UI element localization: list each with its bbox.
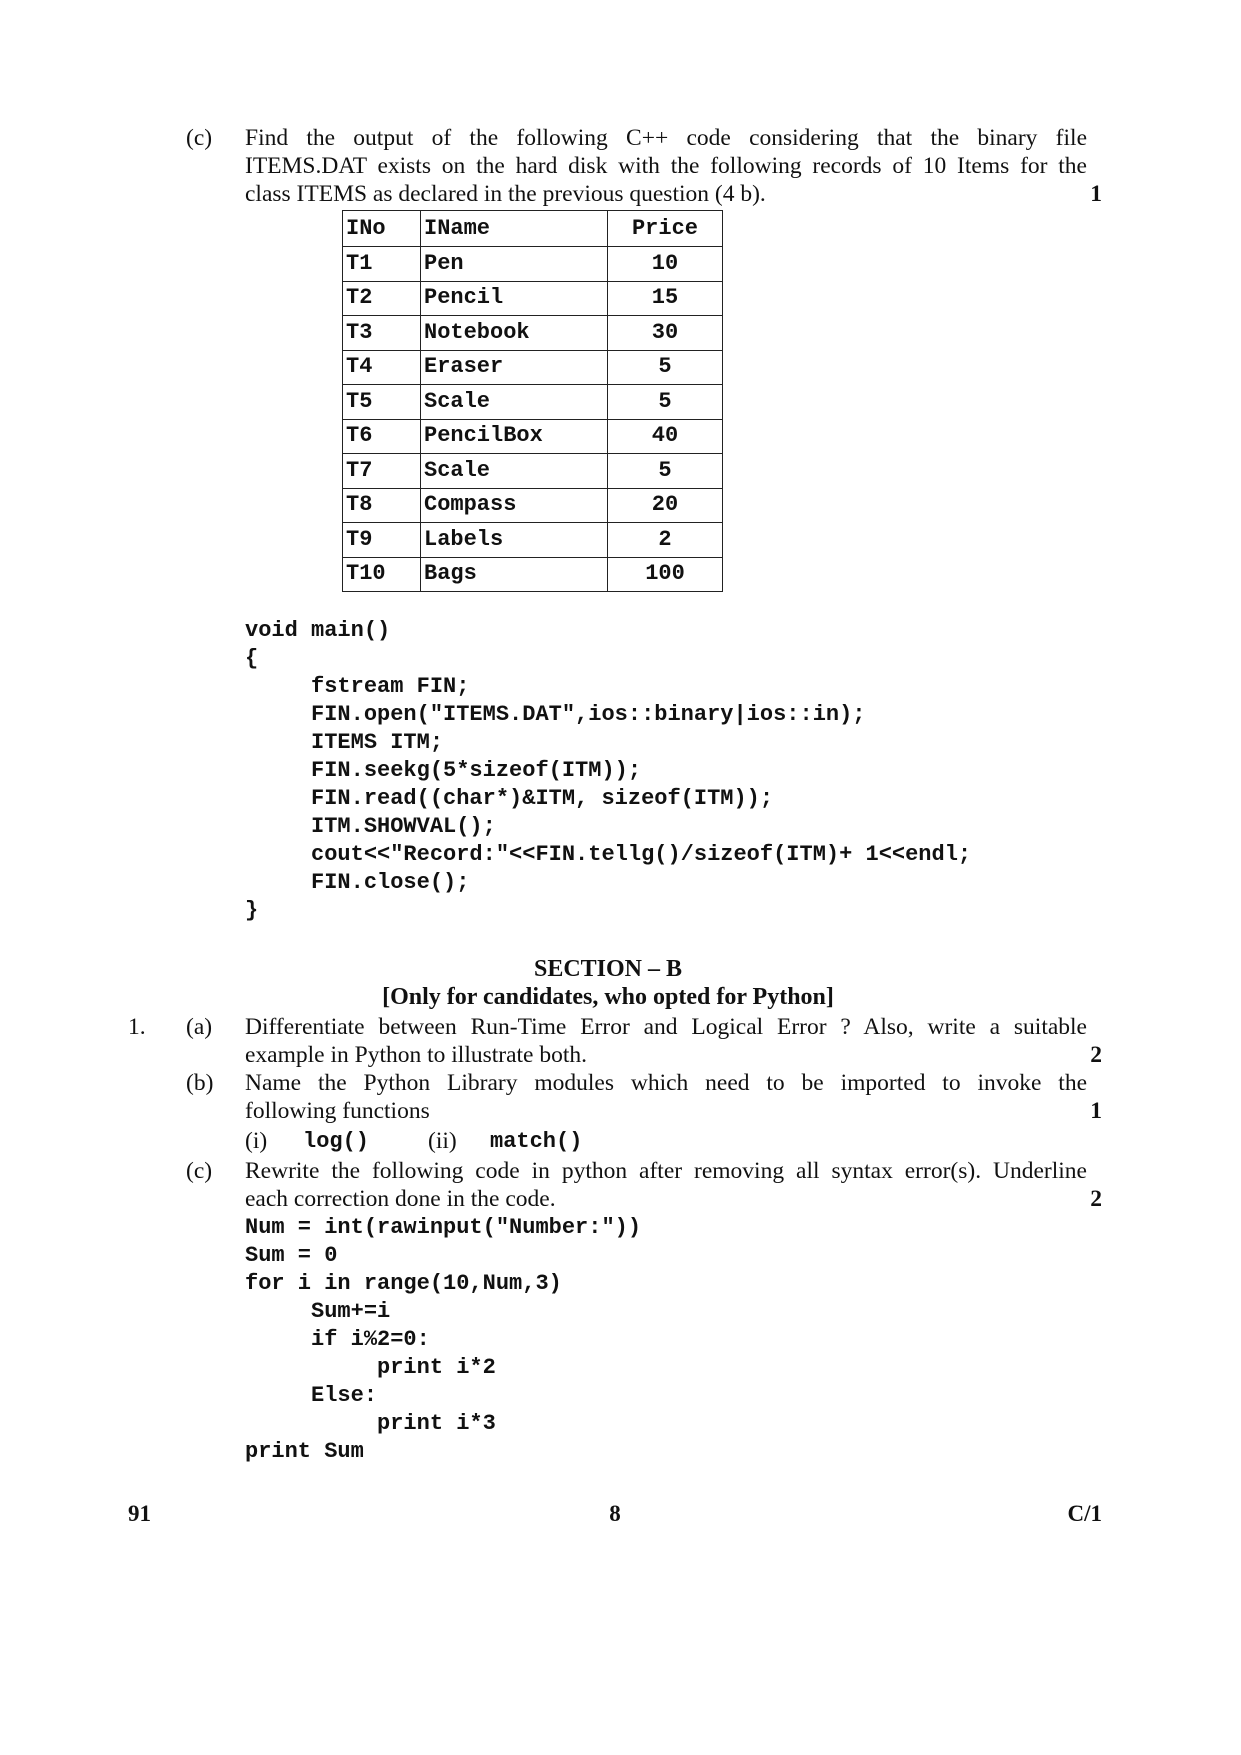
question-a-line-1: Differentiate between Run-Time Error and Logical Error ? Also, write a suitable — [245, 1014, 1087, 1040]
code-line: void main() — [245, 618, 391, 643]
table-cell: 5 — [608, 454, 723, 489]
table-cell: T9 — [343, 523, 421, 558]
question-text-line-3: class ITEMS as declared in the previous question (4 b). — [245, 181, 766, 207]
option-i-code: log() — [303, 1129, 370, 1154]
table-cell: Compass — [421, 488, 608, 523]
table-cell: Scale — [421, 385, 608, 420]
table-cell: Pencil — [421, 281, 608, 316]
table-cell: 2 — [608, 523, 723, 558]
table-row — [343, 454, 723, 489]
question-c-marks: 2 — [1090, 1186, 1102, 1212]
table-cell: T8 — [343, 488, 421, 523]
table-cell: Eraser — [421, 350, 608, 385]
table-row — [343, 488, 723, 523]
table-row — [343, 350, 723, 385]
table-cell: Scale — [421, 454, 608, 489]
question-b-line-1: Name the Python Library modules which need to be imported to invoke the — [245, 1070, 1087, 1096]
question-label-b: (b) — [186, 1070, 214, 1096]
question-b-line-2: following functions — [245, 1098, 430, 1124]
table-cell: 40 — [608, 419, 723, 454]
table-cell: 10 — [608, 247, 723, 282]
code-line: for i in range(10,Num,3) — [245, 1271, 562, 1296]
table-header-iname: IName — [421, 211, 608, 247]
table-cell: Labels — [421, 523, 608, 558]
table-cell: 5 — [608, 350, 723, 385]
section-title: SECTION – B — [533, 956, 683, 982]
footer-right-code: C/1 — [1067, 1501, 1102, 1526]
table-row — [343, 247, 723, 282]
table-cell: Bags — [421, 557, 608, 592]
table-cell: 100 — [608, 557, 723, 592]
table-cell: 30 — [608, 316, 723, 351]
table-cell: Notebook — [421, 316, 608, 351]
code-line: FIN.read((char*)&ITM, sizeof(ITM)); — [245, 786, 774, 811]
option-ii-label: (ii) — [428, 1128, 457, 1154]
code-line: if i%2=0: — [245, 1327, 430, 1352]
code-line: FIN.seekg(5*sizeof(ITM)); — [245, 758, 642, 783]
code-line: Sum+=i — [245, 1299, 391, 1324]
section-subtitle: [Only for candidates, who opted for Python] — [382, 984, 834, 1010]
table-cell: T3 — [343, 316, 421, 351]
code-line: print i*2 — [245, 1355, 496, 1380]
table-row — [343, 281, 723, 316]
table-row — [343, 523, 723, 558]
code-line: cout<<"Record:"<<FIN.tellg()/sizeof(ITM)+ 1<<endl; — [245, 842, 972, 867]
items-table — [342, 210, 723, 592]
code-line: ITM.SHOWVAL(); — [245, 814, 496, 839]
question-a-marks: 2 — [1090, 1042, 1102, 1068]
code-line: Sum = 0 — [245, 1243, 338, 1268]
table-row — [343, 385, 723, 420]
option-i-label: (i) — [245, 1128, 268, 1154]
code-line: Else: — [245, 1383, 378, 1408]
table-row — [343, 557, 723, 592]
code-line: } — [245, 898, 259, 923]
question-label-c2: (c) — [186, 1158, 213, 1184]
question-label-a: (a) — [186, 1014, 213, 1040]
table-row — [343, 419, 723, 454]
question-text-line-2: ITEMS.DAT exists on the hard disk with the following records of 10 Items for the — [245, 153, 1087, 179]
table-cell: T2 — [343, 281, 421, 316]
table-cell: T5 — [343, 385, 421, 420]
table-cell: PencilBox — [421, 419, 608, 454]
question-number: 1. — [128, 1014, 146, 1040]
page-number: 8 — [609, 1501, 621, 1526]
code-line: ITEMS ITM; — [245, 730, 444, 755]
table-row — [343, 316, 723, 351]
code-line: Num = int(rawinput("Number:")) — [245, 1215, 642, 1240]
table-header-price: Price — [608, 211, 723, 247]
question-marks: 1 — [1090, 181, 1102, 207]
code-line: print Sum — [245, 1439, 364, 1464]
question-c-line-2: each correction done in the code. — [245, 1186, 556, 1212]
table-cell: T7 — [343, 454, 421, 489]
question-c-line-1: Rewrite the following code in python after removing all syntax error(s). Underline — [245, 1158, 1087, 1184]
question-text-line-1: Find the output of the following C++ code considering that the binary file — [245, 125, 1087, 151]
table-cell: 20 — [608, 488, 723, 523]
code-line: FIN.close(); — [245, 870, 470, 895]
table-cell: T6 — [343, 419, 421, 454]
table-header-ino: INo — [343, 211, 421, 247]
footer-left-code: 91 — [128, 1501, 151, 1526]
table-cell: T4 — [343, 350, 421, 385]
option-ii-code: match() — [490, 1129, 583, 1154]
table-header-row — [343, 211, 723, 247]
table-cell: 15 — [608, 281, 723, 316]
table-cell: Pen — [421, 247, 608, 282]
code-line: fstream FIN; — [245, 674, 470, 699]
code-line: { — [245, 646, 259, 671]
code-line: print i*3 — [245, 1411, 496, 1436]
code-line: FIN.open("ITEMS.DAT",ios::binary|ios::in); — [245, 702, 866, 727]
question-a-line-2: example in Python to illustrate both. — [245, 1042, 588, 1068]
question-label-c: (c) — [186, 125, 213, 151]
table-cell: T1 — [343, 247, 421, 282]
table-cell: T10 — [343, 557, 421, 592]
question-b-marks: 1 — [1090, 1098, 1102, 1124]
table-cell: 5 — [608, 385, 723, 420]
